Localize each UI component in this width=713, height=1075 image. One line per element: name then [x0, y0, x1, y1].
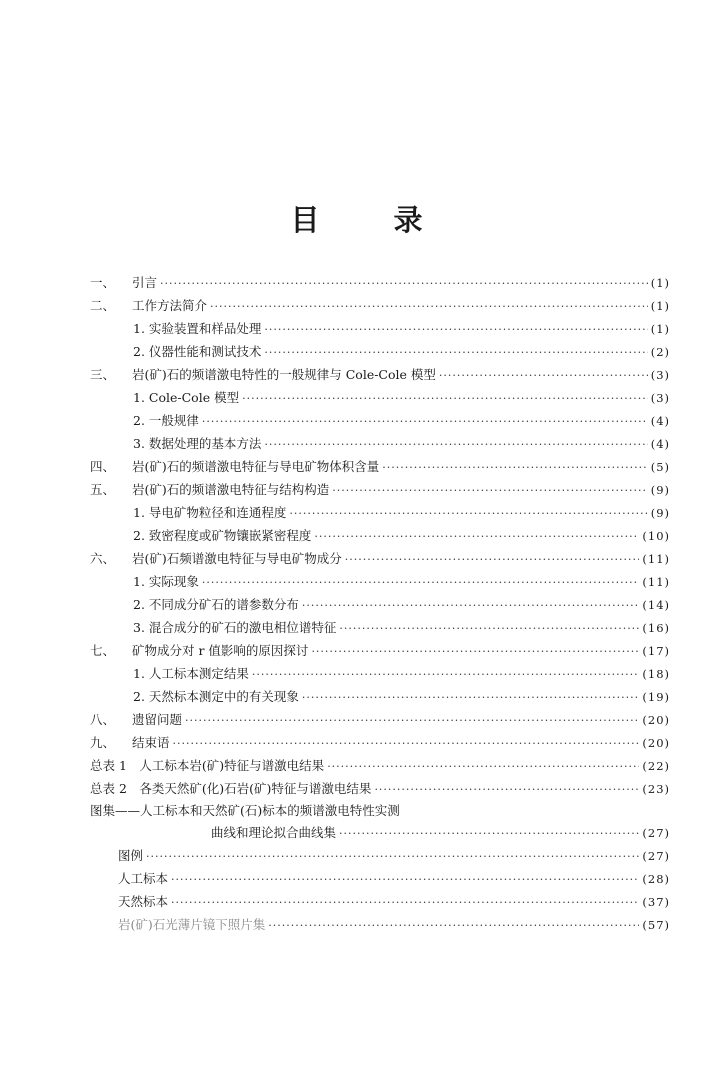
toc-subentry[interactable]: [133, 319, 670, 339]
leader-dots: [173, 737, 640, 750]
leader-dots: [264, 346, 647, 359]
toc-number: 六、: [90, 551, 116, 566]
leader-dots: [146, 850, 639, 863]
toc-entry[interactable]: [90, 549, 670, 569]
toc-entry[interactable]: [90, 365, 670, 385]
toc-number: 八、: [90, 712, 116, 727]
toc-entry[interactable]: [90, 756, 670, 776]
toc-title: 引言: [132, 275, 158, 290]
toc-title: 曲线和理论拟合曲线集: [211, 825, 337, 840]
toc-subentry[interactable]: [133, 664, 670, 684]
leader-dots: [210, 300, 648, 313]
toc-entry[interactable]: [90, 273, 670, 293]
toc-subentry[interactable]: [133, 572, 670, 592]
toc-page: (16): [642, 621, 670, 635]
toc-subentry[interactable]: [133, 434, 670, 454]
toc-entry[interactable]: [90, 801, 670, 821]
toc-entry-continuation[interactable]: [211, 823, 670, 843]
toc-title: 岩(矿)石的频谱激电特征与导电矿物体积含量: [132, 459, 380, 474]
toc-entry[interactable]: [90, 779, 670, 799]
leader-dots: [160, 277, 648, 290]
toc-page: (37): [642, 895, 670, 909]
toc-page: (27): [642, 849, 670, 863]
toc-page: (11): [642, 552, 670, 566]
toc-subentry[interactable]: [133, 687, 670, 707]
toc-subentry[interactable]: [133, 342, 670, 362]
leader-dots: [332, 484, 647, 497]
leader-dots: [374, 783, 639, 796]
toc-title: 1. Cole-Cole 模型: [133, 390, 240, 405]
leader-dots: [382, 461, 647, 474]
toc-page: (4): [650, 414, 670, 428]
toc-page: (9): [650, 483, 670, 497]
toc-page: (1): [650, 299, 670, 313]
toc-title: 岩(矿)石的频谱激电特征与结构构造: [132, 482, 330, 497]
toc-subentry[interactable]: [118, 846, 670, 866]
toc-title: 1. 实际现象: [133, 574, 199, 589]
toc-page: (9): [650, 506, 670, 520]
toc-page: (27): [642, 826, 670, 840]
toc-page: (4): [650, 437, 670, 451]
toc-title: 人工标本: [118, 871, 169, 886]
toc-title: 总表 2 各类天然矿(化)石岩(矿)特征与谱激电结果: [90, 781, 372, 796]
toc-subentry[interactable]: [133, 526, 670, 546]
title-char-2: 录: [393, 203, 423, 237]
leader-dots: [289, 507, 647, 520]
toc-page: (19): [642, 690, 670, 704]
toc-page: (22): [642, 759, 670, 773]
toc-title: 天然标本: [118, 894, 169, 909]
toc-number: 九、: [90, 735, 116, 750]
toc-page: (14): [642, 598, 670, 612]
toc-page: (23): [642, 782, 670, 796]
toc-title: 遗留问题: [132, 712, 183, 727]
leader-dots: [264, 438, 647, 451]
leader-dots: [302, 599, 639, 612]
toc-page: (1): [650, 322, 670, 336]
leader-dots: [339, 622, 639, 635]
toc-title: 总表 1 人工标本岩(矿)特征与谱激电结果: [90, 758, 325, 773]
toc-page: (5): [650, 460, 670, 474]
toc-page: (20): [642, 713, 670, 727]
title-char-1: 目: [290, 203, 320, 237]
toc-subentry[interactable]: [133, 595, 670, 615]
leader-dots: [242, 392, 648, 405]
toc-title: 3. 混合成分的矿石的激电相位谱特征: [133, 620, 337, 635]
toc-subentry[interactable]: [118, 915, 670, 935]
toc-page: (2): [650, 345, 670, 359]
toc-page: (17): [642, 644, 670, 658]
leader-dots: [439, 369, 648, 382]
toc-entry[interactable]: [90, 641, 670, 661]
toc-title: 1. 人工标本测定结果: [133, 666, 249, 681]
toc-title: 矿物成分对 r 值影响的原因探讨: [132, 643, 309, 658]
toc-subentry[interactable]: [133, 411, 670, 431]
toc-entry[interactable]: [90, 480, 670, 500]
leader-dots: [302, 691, 639, 704]
toc-title: 岩(矿)石光薄片镜下照片集: [118, 917, 266, 932]
leader-dots: [185, 714, 639, 727]
toc-page: (3): [650, 391, 670, 405]
leader-dots: [327, 760, 639, 773]
toc-number: 三、: [90, 367, 116, 382]
toc-subentry[interactable]: [133, 388, 670, 408]
toc-entry[interactable]: [90, 710, 670, 730]
toc-title: 2. 致密程度或矿物镶嵌紧密程度: [133, 528, 312, 543]
toc-title: 2. 不同成分矿石的谱参数分布: [133, 597, 299, 612]
toc-entry[interactable]: [90, 733, 670, 753]
toc-title: 2. 一般规律: [133, 413, 199, 428]
leader-dots: [171, 896, 639, 909]
toc-number: 一、: [90, 275, 116, 290]
leader-dots: [202, 576, 639, 589]
toc-title: 2. 仪器性能和测试技术: [133, 344, 262, 359]
toc-title: 2. 天然标本测定中的有关现象: [133, 689, 299, 704]
toc-subentry[interactable]: [118, 869, 670, 889]
toc-page: (20): [642, 736, 670, 750]
toc-page: (11): [642, 575, 670, 589]
toc-entry[interactable]: [90, 457, 670, 477]
toc-subentry[interactable]: [133, 618, 670, 638]
toc-number: 二、: [90, 298, 116, 313]
toc-page: (28): [642, 872, 670, 886]
toc-title: 图例: [118, 848, 144, 863]
toc-page: (3): [650, 368, 670, 382]
toc-title: 图集——人工标本和天然矿(石)标本的频谱激电特性实测: [90, 803, 400, 818]
toc-title: 岩(矿)石频谱激电特征与导电矿物成分: [132, 551, 342, 566]
toc-page: (18): [642, 667, 670, 681]
toc-title: 结束语: [132, 735, 170, 750]
toc-title: 1. 导电矿物粒径和连通程度: [133, 505, 287, 520]
toc-page: (1): [650, 276, 670, 290]
leader-dots: [202, 415, 648, 428]
toc-title: 3. 数据处理的基本方法: [133, 436, 262, 451]
leader-dots: [345, 553, 640, 566]
toc-number: 四、: [90, 459, 116, 474]
toc-page: (57): [642, 918, 670, 932]
toc-title: 工作方法简介: [132, 298, 208, 313]
toc-title: 1. 实验装置和样品处理: [133, 321, 262, 336]
toc-title: 岩(矿)石的频谱激电特性的一般规律与 Cole-Cole 模型: [132, 367, 436, 382]
leader-dots: [268, 919, 639, 932]
toc-number: 七、: [90, 643, 116, 658]
leader-dots: [314, 530, 639, 543]
leader-dots: [264, 323, 647, 336]
toc-number: 五、: [90, 482, 116, 497]
page-title: [0, 198, 713, 242]
toc-entry[interactable]: [90, 296, 670, 316]
toc-subentry[interactable]: [118, 892, 670, 912]
leader-dots: [252, 668, 639, 681]
leader-dots: [339, 827, 639, 840]
toc-subentry[interactable]: [133, 503, 670, 523]
leader-dots: [171, 873, 639, 886]
toc-page: (10): [642, 529, 670, 543]
leader-dots: [311, 645, 639, 658]
